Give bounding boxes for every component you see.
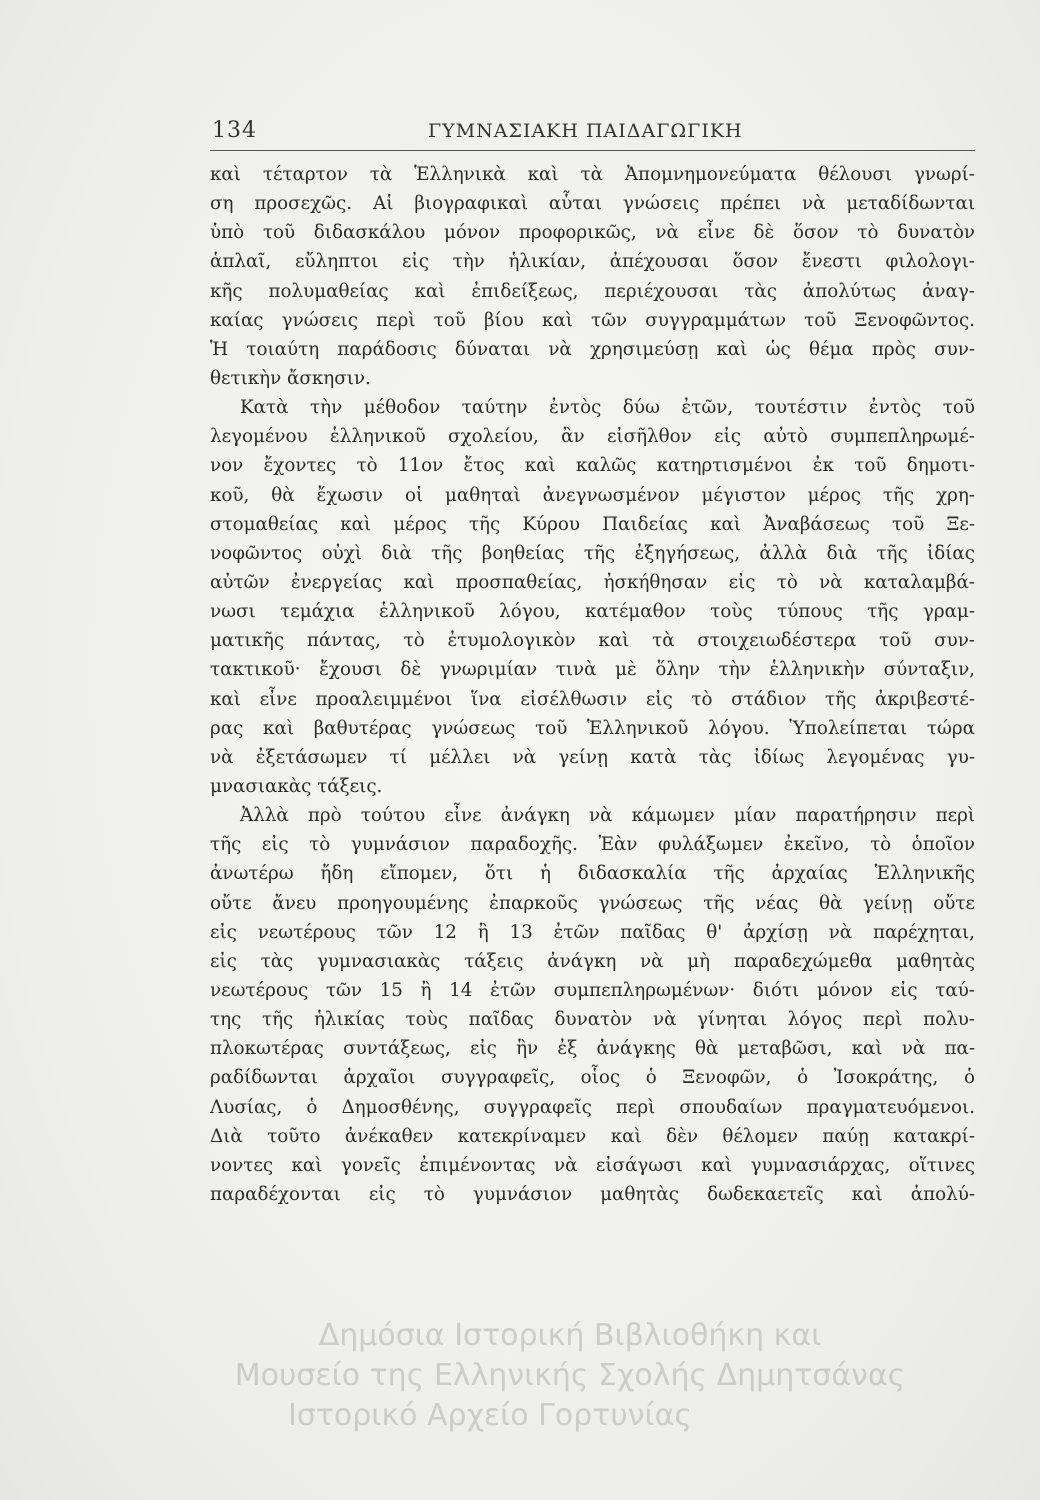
text-line: Ἡ τοιαύτη παράδοσις δύναται νὰ χρησιμεύσῃ καὶ ὡς θέμα πρὸς συν- (210, 338, 975, 360)
text-line: τῆς εἰς τὸ γυμνάσιον παραδοχῆς. Ἐὰν φυλάξωμεν ἐκεῖνο, τὸ ὁποῖον (210, 834, 975, 856)
text-line: νεωτέρους τῶν 15 ἢ 14 ἐτῶν συμπεπληρωμένων· διότι μόνον εἰς ταύ- (210, 979, 975, 1001)
running-title: ΓΥΜΝΑΣΙΑΚΗ ΠΑΙΔΑΓΩΓΙΚΗ (428, 120, 743, 142)
text-line: καὶ τέταρτον τὰ Ἑλληνικὰ καὶ τὰ Ἀπομνημονεύματα θέλουσι γνωρί- (210, 164, 975, 185)
body-text (210, 160, 975, 1209)
text-line: ραδίδωνται ἀρχαῖοι συγγραφεῖς, οἷος ὁ Ξενοφῶν, ὁ Ἰσοκράτης, ὁ (210, 1067, 975, 1089)
text-line: λεγομένου ἑλληνικοῦ σχολείου, ἂν εἰσῆλθον εἰς αὐτὸ συμπεπληρωμέ- (210, 426, 975, 448)
paragraph-start-line: Κατὰ τὴν μέθοδον ταύτην ἐντὸς δύω ἐτῶν, τουτέστιν ἐντὸς τοῦ (240, 397, 975, 419)
watermark-line-1: Δημόσια Ιστορική Βιβλιοθήκη και (318, 1318, 822, 1353)
text-line: νὰ ἐξετάσωμεν τί μέλλει νὰ γείνῃ κατὰ τὰς ἰδίως λεγομένας γυ- (210, 746, 975, 768)
text-line: εἰς νεωτέρους τῶν 12 ἢ 13 ἐτῶν παῖδας θ' ἀρχίσῃ νὰ παρέχηται, (210, 921, 975, 943)
text-line: νοντες καὶ γονεῖς ἐπιμένοντας νὰ εἰσάγωσι καὶ γυμνασιάρχας, οἵτινες (210, 1154, 975, 1176)
text-line: Λυσίας, ὁ Δημοσθένης, συγγραφεῖς περὶ σπουδαίων πραγματευόμενοι. (210, 1096, 975, 1118)
paragraph-start-line: Ἀλλὰ πρὸ τούτου εἶνε ἀνάγκη νὰ κάμωμεν μίαν παρατήρησιν περὶ (240, 805, 975, 827)
text-line: τακτικοῦ· ἔχουσι δὲ γνωριμίαν τινὰ μὲ ὅλην τὴν ἑλληνικὴν σύνταξιν, (210, 659, 975, 681)
text-line: καὶ εἶνε προαλειμμένοι ἵνα εἰσέλθωσιν εἰς τὸ στάδιον τῆς ἀκριβεστέ- (210, 688, 975, 710)
text-line: πλοκωτέρας συντάξεως, εἰς ἣν ἐξ ἀνάγκης θὰ μεταβῶσι, καὶ νὰ πα- (210, 1038, 975, 1060)
text-line: νωσι τεμάχια ἑλληνικοῦ λόγου, κατέμαθον τοὺς τύπους τῆς γραμ- (210, 601, 975, 623)
text-line: αὐτῶν ἐνεργείας καὶ προσπαθείας, ἠσκήθησαν εἰς τὸ νὰ καταλαμβά- (210, 571, 975, 593)
text-line: εἰς τὰς γυμνασιακὰς τάξεις ἀνάγκη νὰ μὴ παραδεχώμεθα μαθητὰς (210, 950, 975, 972)
text-line: ση προσεχῶς. Αἱ βιογραφικαὶ αὗται γνώσεις πρέπει νὰ μεταδίδωνται (210, 193, 975, 215)
text-line: ὑπὸ τοῦ διδασκάλου μόνον προφορικῶς, νὰ εἶνε δὲ ὅσον τὸ δυνατὸν (210, 222, 975, 244)
text-line: ρας καὶ βαθυτέρας γνώσεως τοῦ Ἑλληνικοῦ λόγου. Ὑπολείπεται τώρα (210, 717, 975, 739)
text-line: ἀνωτέρω ἤδη εἴπομεν, ὅτι ἡ διδασκαλία τῆς ἀρχαίας Ἑλληνικῆς (210, 863, 975, 885)
text-line: κῆς πολυμαθείας καὶ ἐπιδείξεως, περιέχουσαι τὰς ἀπολύτως ἀναγ- (210, 280, 975, 302)
page-number: 134 (212, 118, 257, 143)
text-line: νοφῶντος οὐχὶ διὰ τῆς βοηθείας τῆς ἐξηγήσεως, ἀλλὰ διὰ τῆς ἰδίας (210, 542, 975, 564)
watermark-line-3: Ιστορικό Αρχείο Γορτυνίας (287, 1398, 693, 1433)
text-line: μνασιακὰς τάξεις. (210, 775, 383, 797)
text-line: παραδέχονται εἰς τὸ γυμνάσιον μαθητὰς δωδεκαετεῖς καὶ ἀπολύ- (210, 1183, 975, 1205)
text-line: καίας γνώσεις περὶ τοῦ βίου καὶ τῶν συγγραμμάτων τοῦ Ξενοφῶντος. (210, 309, 975, 331)
text-line: ἁπλαῖ, εὔληπτοι εἰς τὴν ἡλικίαν, ἀπέχουσαι ὅσον ἔνεστι φιλολογι- (210, 251, 975, 273)
text-line: οὔτε ἄνευ προηγουμένης ἐπαρκοῦς γνώσεως τῆς νέας θὰ γείνῃ οὔτε (210, 892, 975, 914)
text-line: Διὰ τοῦτο ἀνέκαθεν κατεκρίναμεν καὶ δὲν θέλομεν παύῃ κατακρί- (210, 1125, 975, 1147)
running-header (210, 114, 975, 151)
watermark-line-2: Μουσείο της Ελληνικής Σχολής Δημητσάνας (234, 1358, 906, 1393)
text-line: κοῦ, θὰ ἔχωσιν οἱ μαθηταὶ ἀνεγνωσμένον μέγιστον μέρος τῆς χρη- (210, 484, 975, 506)
text-line: ματικῆς πάντας, τὸ ἐτυμολογικὸν καὶ τὰ στοιχειωδέστερα τοῦ συν- (210, 630, 975, 652)
text-line: θετικὴν ἄσκησιν. (210, 367, 371, 389)
text-line: στομαθείας καὶ μέρος τῆς Κύρου Παιδείας καὶ Ἀναβάσεως τοῦ Ξε- (210, 513, 975, 535)
text-line: της τῆς ἡλικίας τοὺς παῖδας δυνατὸν νὰ γίνηται λόγος περὶ πολυ- (210, 1009, 975, 1031)
text-line: νον ἔχοντες τὸ 11ον ἔτος καὶ καλῶς κατηρτισμένοι ἐκ τοῦ δημοτι- (210, 455, 975, 477)
